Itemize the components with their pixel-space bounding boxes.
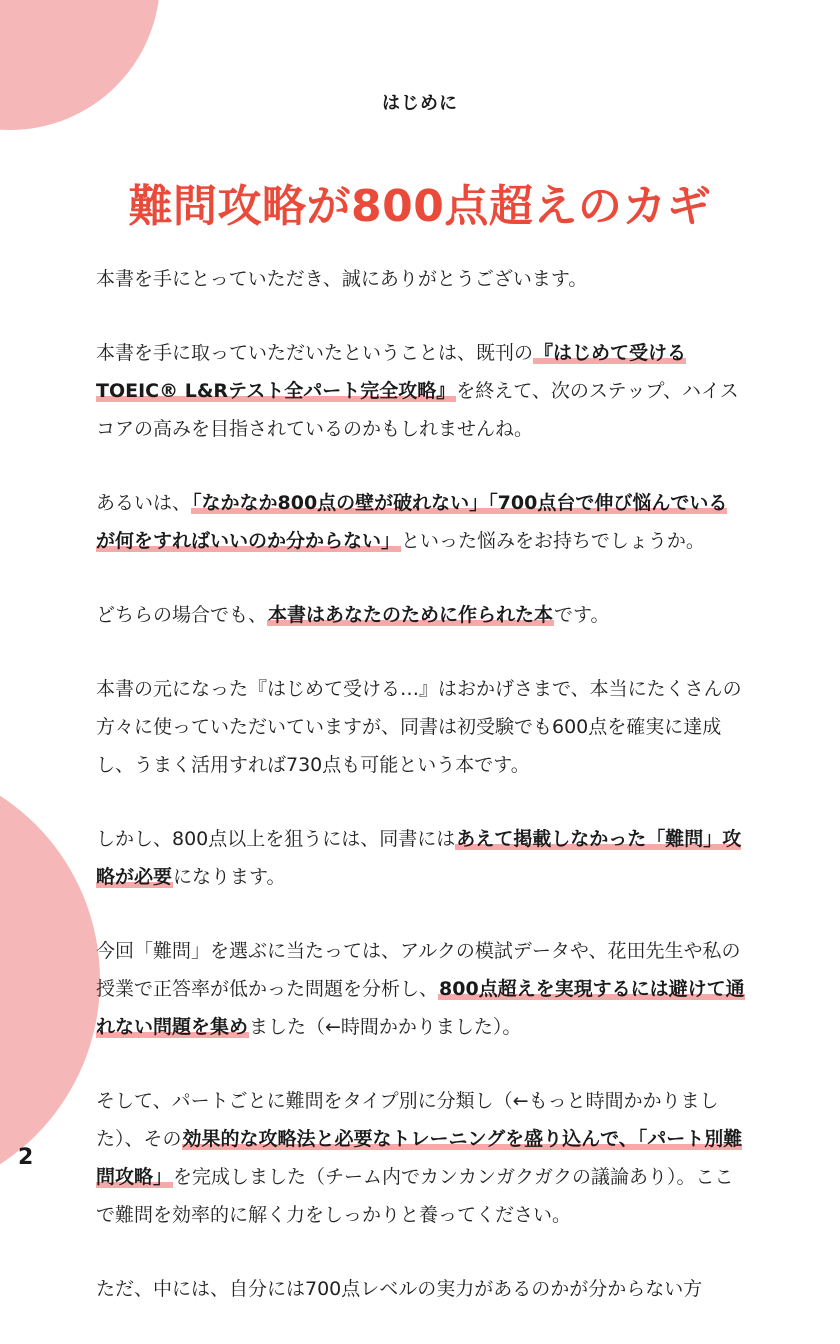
paragraph [96,670,746,784]
highlighted-text: 「なかなか800点の壁が破れない」「700点台で伸び悩んでいるが何をすればいいのか分からない」 [96,492,728,552]
highlighted-text: 本書はあなたのために作られた本 [268,604,554,626]
highlighted-text: 効果的な攻略法と必要なトレーニングを盛り込んで、「パート別難問攻略」 [96,1128,743,1188]
paragraph [96,820,746,896]
paragraph [96,596,746,634]
paragraph-text: ただ、中には、自分には700点レベルの実力があるのかが分からない方 [96,1278,703,1300]
paragraph-text: になります。 [173,866,286,888]
paragraph [96,334,746,448]
paragraph [96,260,746,298]
paragraph-text: を完成しました（チーム内でカンカンガクガクの議論あり）。ここで難問を効率的に解く力をしっかりと養ってください。 [96,1166,734,1226]
paragraph-text: どちらの場合でも、 [96,604,268,626]
paragraph [96,1270,746,1308]
highlighted-text: 『はじめて受けるTOEIC® L&Rテスト全パート完全攻略』 [96,342,687,402]
section-label: はじめに [382,93,458,114]
paragraph-text: を終えて、次のステップ、ハイスコアの高みを目指されているのかもしれませんね。 [96,380,739,440]
paragraph-text: 本書を手に取っていただいたということは、既刊の [96,342,534,364]
paragraph-text: です。 [554,604,610,626]
paragraph [96,484,746,560]
paragraph-text: しかし、800点以上を狙うには、同書には [96,828,456,850]
paragraph-text: といった悩みをお持ちでしょうか。 [401,530,705,552]
page-title: 難問攻略が800点超えのカギ [128,181,712,232]
paragraph-text: あるいは、 [96,492,192,514]
page-number: 2 [18,1145,34,1170]
paragraph-text: 本書を手にとっていただき、誠にありがとうございます。 [96,268,588,290]
paragraph-text: ました（←時間かかりました）。 [249,1016,522,1038]
paragraph [96,932,746,1046]
decorative-circle-bottom [0,760,100,1200]
highlighted-text: あえて掲載しなかった「難問」攻略が必要 [96,828,742,888]
paragraph-text: そして、パートごとに難問をタイプ別に分類し（←もっと時間かかりました）、その [96,1090,719,1150]
paragraph-text: 今回「難問」を選ぶに当たっては、アルクの模試データや、花田先生や私の授業で正答率が低かった問題を分析し、 [96,940,741,1000]
body-text [96,260,746,1344]
paragraph-text: 本書の元になった『はじめて受ける…』はおかげさまで、本当にたくさんの方々に使っていただいていますが、同書は初受験でも600点を確実に達成し、うまく活用すれば730点も可能という本です。 [96,678,742,776]
highlighted-text: 800点超えを実現するには避けて通れない問題を集め [96,978,745,1038]
paragraph [96,1082,746,1234]
